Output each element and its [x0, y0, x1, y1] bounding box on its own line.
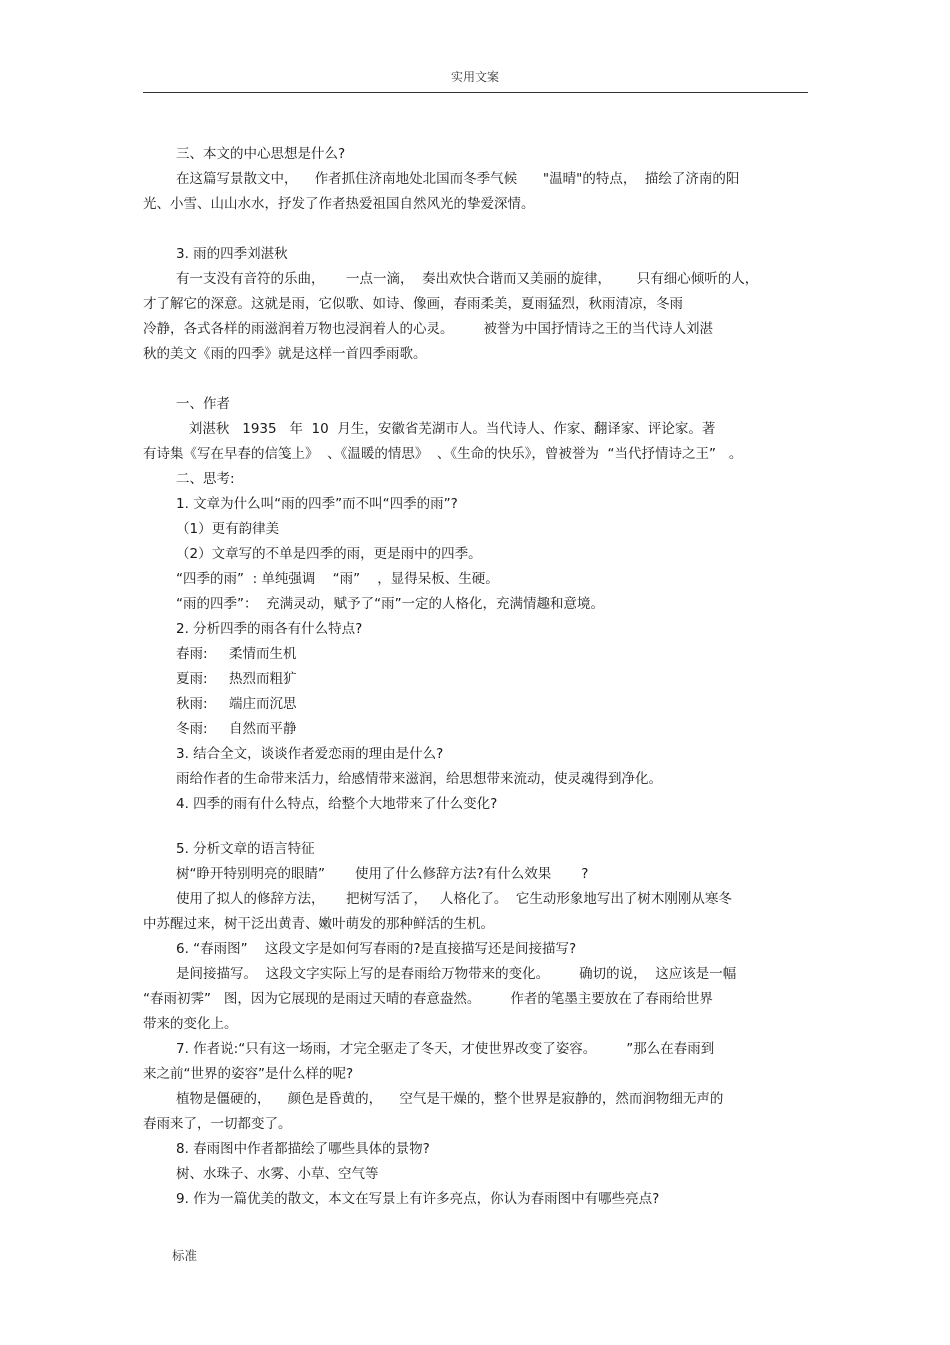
blank-line [143, 367, 813, 392]
answer-line: 秋雨: 端庄而沉思 [176, 696, 297, 712]
section-heading: 一、作者 [176, 396, 230, 412]
answer-line: 是间接描写。 这段文字实际上写的是春雨给万物带来的变化。 确切的说， 这应该是一幅 [176, 966, 737, 982]
question-line: 树“睁开特别明亮的眼睛” 使用了什么修辞方法?有什么效果 ? [176, 866, 589, 882]
answer-line: 使用了拟人的修辞方法， 把树写活了， 人格化了。 它生动形象地写出了树木刚刚从寒冬 [176, 891, 732, 907]
blank-line [143, 817, 813, 837]
paragraph-line: 才了解它的深意。这就是雨，它似歌、如诗、像画，春雨柔美，夏雨猛烈，秋雨清凉，冬雨 [143, 296, 683, 312]
question-line: 5. 分析文章的语言特征 [176, 841, 315, 857]
question-line: 9. 作为一篇优美的散文，本文在写景上有许多亮点，你认为春雨图中有哪些亮点? [176, 1191, 660, 1207]
blank-line [143, 217, 813, 242]
paragraph-line: 光、小雪、山山水水，抒发了作者热爱祖国自然风光的挚爱深情。 [143, 196, 535, 212]
paragraph-line: 有诗集《写在早春的信笺上》 、《温暖的情思》 、《生命的快乐》，曾被誉为 “当代抒情诗之王” 。 [143, 446, 743, 462]
answer-line: 夏雨: 热烈而粗犷 [176, 671, 297, 687]
answer-line: 中苏醒过来，树干泛出黄青、嫩叶萌发的那种鲜活的生机。 [143, 916, 494, 932]
question-line: 2. 分析四季的雨各有什么特点? [176, 621, 363, 637]
answer-line: （2）文章写的不单是四季的雨，更是雨中的四季。 [176, 546, 482, 562]
paragraph-line: 秋的美文《雨的四季》就是这样一首四季雨歌。 [143, 346, 427, 362]
question-line: 8. 春雨图中作者都描绘了哪些具体的景物? [176, 1141, 430, 1157]
answer-line: “春雨初霁” 图，因为它展现的是雨过天晴的春意盎然。 作者的笔墨主要放在了春雨给世界 [143, 991, 713, 1007]
answer-line: 植物是僵硬的， 颜色是昏黄的， 空气是干燥的，整个世界是寂静的，然而润物细无声的 [176, 1091, 724, 1107]
answer-line: 冬雨: 自然而平静 [176, 721, 297, 737]
answer-line: 春雨来了，一切都变了。 [143, 1116, 292, 1132]
answer-line: （1）更有韵律美 [176, 521, 280, 537]
paragraph-line: 在这篇写景散文中， 作者抓住济南地处北国而冬季气候 "温晴"的特点， 描绘了济南的阳 [176, 171, 740, 187]
paragraph-line: 冷静，各式各样的雨滋润着万物也浸润着人的心灵。 被誉为中国抒情诗之王的当代诗人刘湛 [143, 321, 714, 337]
answer-line: 雨给作者的生命带来活力，给感情带来滋润，给思想带来流动，使灵魂得到净化。 [176, 771, 662, 787]
question-line: 来之前“世界的姿容”是什么样的呢? [143, 1066, 354, 1082]
paragraph-line: 刘湛秋 1935 年 10 月生，安徽省芜湖市人。当代诗人、作家、翻译家、评论家。著 [176, 421, 716, 437]
paragraph-line: 有一支没有音符的乐曲， 一点一滴， 奏出欢快合谐而又美丽的旋律， 只有细心倾听的人， [176, 271, 759, 287]
question-line: 6. “春雨图” 这段文字是如何写春雨的?是直接描写还是间接描写? [176, 941, 577, 957]
question-line: 4. 四季的雨有什么特点，给整个大地带来了什么变化? [176, 796, 498, 812]
document-body [143, 142, 813, 1212]
header-divider [143, 92, 808, 93]
page-footer-label: 标准 [172, 1248, 198, 1263]
answer-line: 带来的变化上。 [143, 1016, 238, 1032]
question-line: 7. 作者说:“只有这一场雨，才完全驱走了冬天，才使世界改变了姿容。 ”那么在春雨到 [176, 1041, 715, 1057]
question-line: 1. 文章为什么叫“雨的四季”而不叫“四季的雨”? [176, 496, 458, 512]
section-heading: 三、本文的中心思想是什么? [176, 146, 346, 162]
section-heading: 二、思考: [176, 471, 235, 487]
answer-line: 树、水珠子、水雾、小草、空气等 [176, 1166, 379, 1182]
question-line: 3. 结合全文，谈谈作者爱恋雨的理由是什么? [176, 746, 444, 762]
answer-line: 春雨: 柔情而生机 [176, 646, 297, 662]
answer-line: “雨的四季”： 充满灵动，赋予了“雨”一定的人格化，充满情趣和意境。 [176, 596, 605, 612]
answer-line: “四季的雨” : 单纯强调 “雨” ，显得呆板、生硬。 [176, 571, 499, 587]
section-heading: 3. 雨的四季刘湛秋 [176, 246, 288, 262]
page-header-title: 实用文案 [450, 70, 499, 84]
